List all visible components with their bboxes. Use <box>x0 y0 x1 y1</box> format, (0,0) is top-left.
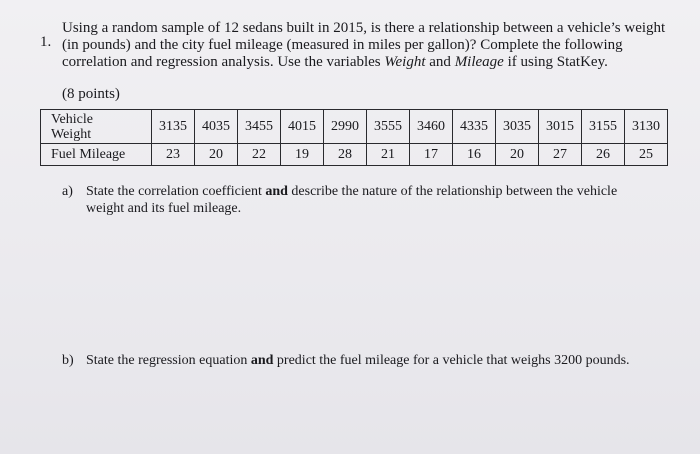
points-label: (8 points) <box>62 86 120 102</box>
part-a-text-1: State the correlation coefficient <box>86 184 266 199</box>
mileage-cell: 19 <box>281 144 324 166</box>
mileage-cell: 25 <box>625 144 668 166</box>
weight-cell: 4035 <box>195 110 238 144</box>
mileage-cell: 22 <box>238 144 281 166</box>
part-b-text-2: predict the fuel mileage for a vehicle that weighs 3200 pounds. <box>273 353 630 368</box>
variable-weight: Weight <box>384 54 426 70</box>
weight-cell: 3130 <box>625 110 668 144</box>
table-row-weight <box>41 110 668 144</box>
part-a-text-2: describe the nature of the relationship between the vehicle <box>287 184 618 199</box>
question-line-3-text: correlation and regression analysis. Use the variables <box>62 54 385 70</box>
part-b-bold: and <box>250 353 274 368</box>
weight-cell: 2990 <box>324 110 367 144</box>
part-a <box>62 183 682 217</box>
part-a-line-2: weight and its fuel mileage. <box>86 201 242 216</box>
weight-cell: 3460 <box>410 110 453 144</box>
weight-cell: 4335 <box>453 110 496 144</box>
question-prompt <box>62 20 666 71</box>
variable-mileage: Mileage <box>454 54 504 70</box>
question-line-2: (in pounds) and the city fuel mileage (measured in miles per gallon)? Complete the following <box>62 37 623 53</box>
data-table <box>40 109 668 166</box>
question-line-3 <box>62 54 662 71</box>
table-row-mileage <box>41 144 668 166</box>
part-b-label: b) <box>62 353 74 368</box>
mileage-cell: 20 <box>195 144 238 166</box>
and-word: and <box>425 54 455 70</box>
part-a-bold: and <box>265 184 288 199</box>
mileage-cell: 28 <box>324 144 367 166</box>
row-header-mileage: Fuel Mileage <box>41 144 152 166</box>
question-line-3-tail: if using StatKey. <box>503 54 608 70</box>
question-number: 1. <box>40 34 52 50</box>
part-a-label: a) <box>62 184 73 199</box>
weight-cell: 3155 <box>582 110 625 144</box>
part-b-text-1: State the regression equation <box>86 353 251 368</box>
mileage-cell: 16 <box>453 144 496 166</box>
weight-cell: 4015 <box>281 110 324 144</box>
row-header-weight: Vehicle Weight <box>41 110 152 144</box>
question-line-1: Using a random sample of 12 sedans built in 2015, is there a relationship between a vehicle’s weight <box>62 20 666 36</box>
weight-cell: 3035 <box>496 110 539 144</box>
weight-cell: 3555 <box>367 110 410 144</box>
mileage-cell: 17 <box>410 144 453 166</box>
weight-cell: 3455 <box>238 110 281 144</box>
weight-cell: 3135 <box>152 110 195 144</box>
mileage-cell: 27 <box>539 144 582 166</box>
mileage-cell: 23 <box>152 144 195 166</box>
mileage-cell: 21 <box>367 144 410 166</box>
weight-cell: 3015 <box>539 110 582 144</box>
mileage-cell: 20 <box>496 144 539 166</box>
part-b <box>62 352 682 369</box>
mileage-cell: 26 <box>582 144 625 166</box>
